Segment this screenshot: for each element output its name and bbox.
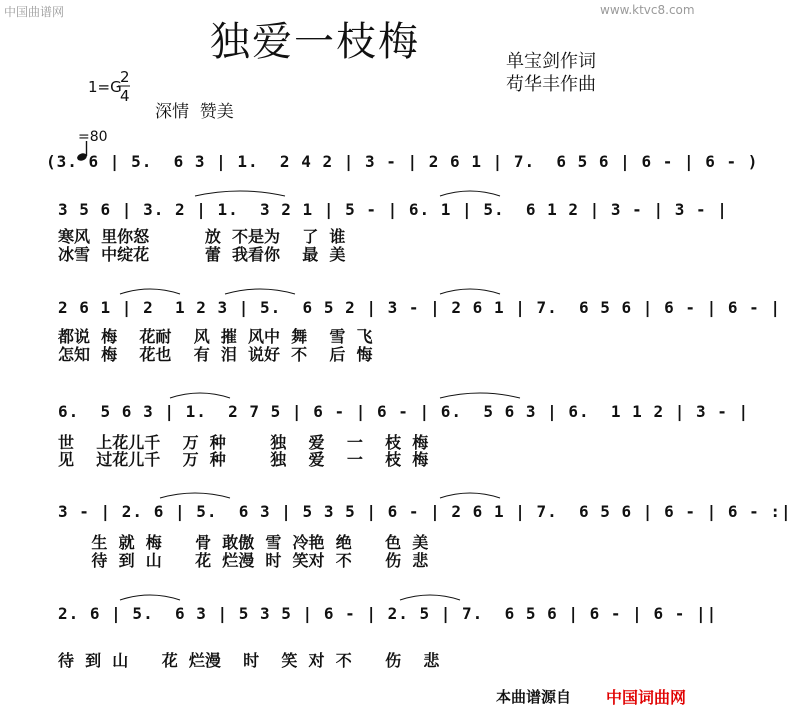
score-row-5-lyrics-2: 待 到 山 花 烂漫 时 笑对 不 伤 悲	[58, 551, 429, 570]
time-signature-top: 2	[120, 68, 130, 86]
score-row-3-lyrics-2: 怎知 梅 花也 有 泪 说好 不 后 悔	[58, 345, 373, 364]
time-signature-bottom: 4	[120, 87, 130, 105]
score-row-4-lyrics-2: 见 过花儿千 万 种 独 爱 一 枝 梅	[58, 450, 429, 469]
tempo-marking: =80	[78, 129, 108, 145]
score-row-4-notes: 6. 5 6 3 | 1. 2 7 5 | 6 - | 6 - | 6. 5 6 3 | 6. 1 1 2 | 3 - |	[58, 402, 750, 421]
score-row-2-notes: 3 5 6 | 3. 2 | 1. 3 2 1 | 5 - | 6. 1 | 5. 6 1 2 | 3 - | 3 - |	[58, 200, 728, 219]
score-row-4-lyrics-1: 世 上花儿千 万 种 独 爱 一 枝 梅	[58, 433, 429, 452]
score-row-3-lyrics-1: 都说 梅 花耐 风 摧 风中 舞 雪 飞	[58, 327, 373, 346]
score-row-1-notes: (3. 6 | 5. 6 3 | 1. 2 4 2 | 3 - | 2 6 1 | 7. 6 5 6 | 6 - | 6 - )	[46, 152, 759, 171]
expression-mark: 深情 赞美	[155, 102, 234, 122]
footer-source-label: 本曲谱源自	[496, 688, 572, 706]
song-title: 独爱一枝梅	[210, 19, 420, 65]
lyricist-credit: 单宝剑作词	[506, 51, 596, 72]
watermark-right: www.ktvc8.com	[600, 3, 695, 17]
score-row-6-lyrics-1: 待 到 山 花 烂漫 时 笑 对 不 伤 悲	[58, 651, 440, 670]
watermark-left: 中国曲谱网	[4, 5, 65, 19]
score-row-6-notes: 2. 6 | 5. 6 3 | 5 3 5 | 6 - | 2. 5 | 7. 6 5 6 | 6 - | 6 - ||	[58, 604, 718, 623]
score-row-5-notes: 3 - | 2. 6 | 5. 6 3 | 5 3 5 | 6 - | 2 6 1 | 7. 6 5 6 | 6 - | 6 - :|	[58, 502, 792, 521]
score-row-2-lyrics-1: 寒风 里你怒 放 不是为 了 谁	[58, 227, 346, 246]
composer-credit: 苟华丰作曲	[506, 74, 596, 95]
score-row-5-lyrics-1: 生 就 梅 骨 敢傲 雪 冷艳 绝 色 美	[58, 533, 429, 552]
footer-source-site[interactable]: 中国词曲网	[606, 688, 687, 707]
key-signature: 1=G	[88, 78, 122, 96]
score-row-3-notes: 2 6 1 | 2 1 2 3 | 5. 6 5 2 | 3 - | 2 6 1 | 7. 6 5 6 | 6 - | 6 - |	[58, 298, 782, 317]
score-row-2-lyrics-2: 冰雪 中绽花 蕾 我看你 最 美	[58, 245, 346, 264]
